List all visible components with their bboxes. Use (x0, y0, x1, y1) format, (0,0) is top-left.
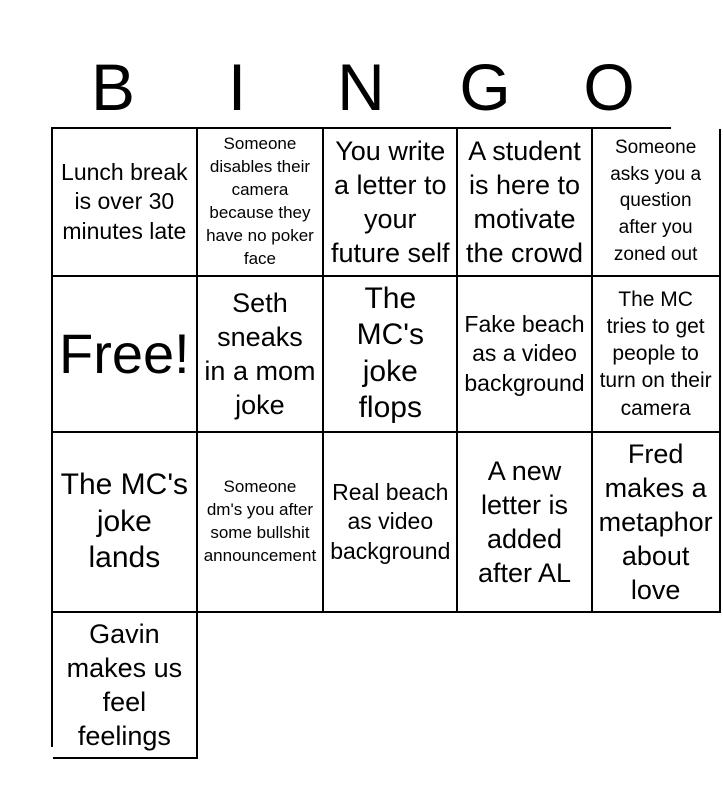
bingo-cell[interactable] (324, 433, 458, 613)
cell-text: Seth sneaks in a mom joke (204, 287, 316, 420)
cell-text: Someone disables their camera because they have no poker face (206, 134, 314, 268)
bingo-cell[interactable] (53, 433, 198, 613)
cell-text: You write a letter to your future self (331, 135, 450, 268)
bingo-cell[interactable] (198, 129, 324, 277)
bingo-cell[interactable] (324, 277, 458, 433)
bingo-cell[interactable] (593, 277, 721, 433)
cell-text: A new letter is added after AL (477, 456, 572, 589)
header-letter-o: O (583, 50, 635, 124)
bingo-cell-free[interactable] (53, 277, 198, 433)
cell-text: Fake beach as a video background (464, 310, 585, 396)
header-letter-n: N (337, 50, 385, 124)
cell-text: Lunch break is over 30 minutes late (61, 158, 188, 244)
cell-text: Gavin makes us feel feelings (66, 619, 183, 752)
bingo-cell[interactable] (458, 129, 592, 277)
bingo-cell[interactable] (593, 433, 721, 613)
bingo-cell[interactable] (198, 433, 324, 613)
bingo-cell[interactable] (53, 129, 198, 277)
bingo-header (51, 50, 671, 124)
bingo-cell[interactable] (324, 129, 458, 277)
header-letter-g: G (459, 50, 511, 124)
bingo-cell[interactable] (593, 129, 721, 277)
cell-text: A student is here to motivate the crowd (465, 135, 584, 268)
header-letter-i: I (227, 50, 247, 124)
cell-text: The MC tries to get people to turn on their camera (599, 287, 712, 420)
cell-text: Someone dm's you after some bullshit announcement (203, 477, 317, 565)
cell-text: Fred makes a metaphor about love (598, 439, 713, 606)
cell-text: Someone asks you a question after you zoned out (610, 136, 702, 265)
bingo-cell[interactable] (198, 277, 324, 433)
cell-text: Free! (59, 321, 190, 385)
bingo-cell[interactable] (458, 433, 592, 613)
bingo-cell[interactable] (458, 277, 592, 433)
header-letter-b: B (90, 50, 136, 124)
cell-text: The MC's joke flops (356, 281, 424, 425)
cell-text: The MC's joke lands (60, 468, 189, 575)
bingo-cell[interactable] (53, 613, 198, 759)
cell-text: Real beach as video background (330, 478, 451, 564)
bingo-card (51, 127, 713, 752)
